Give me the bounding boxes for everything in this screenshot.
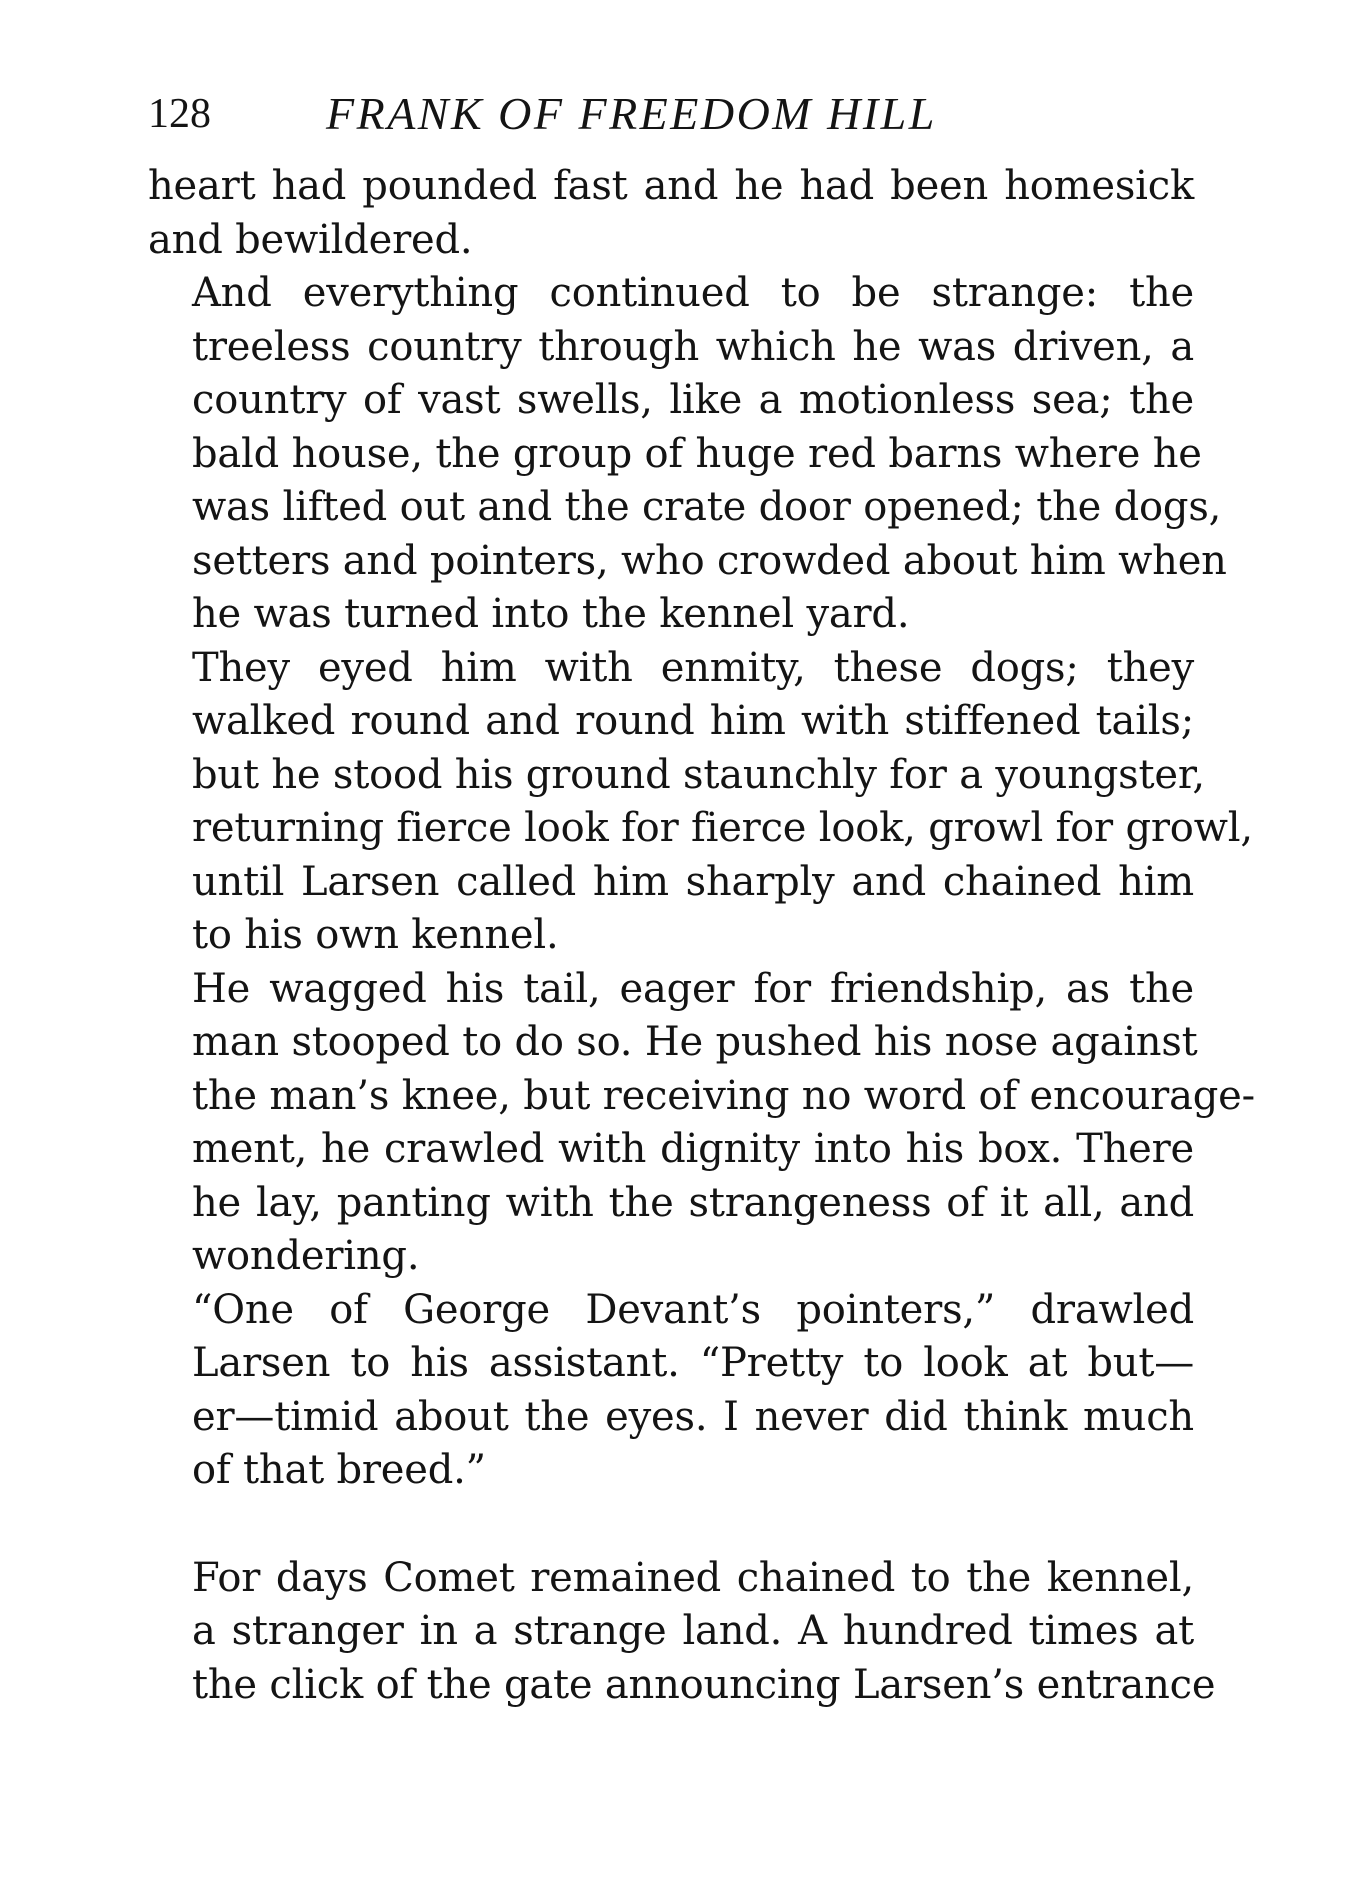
text-line: ment, he crawled with dignity into his box. There: [192, 1126, 1194, 1172]
text-line: heart had pounded fast and he had been homesick: [148, 163, 1194, 209]
page-header: [148, 84, 1208, 144]
text-line: They eyed him with enmity, these dogs; they: [192, 644, 1194, 691]
paragraph: [148, 1552, 1216, 1713]
text-line: and bewildered.: [148, 216, 473, 263]
text-line: the click of the gate announcing Larsen’s entrance: [192, 1661, 1216, 1708]
text-line: he was turned into the kennel yard.: [192, 591, 910, 637]
paragraph: [148, 160, 1194, 267]
paragraph: [148, 642, 1253, 963]
page-number: 128: [148, 91, 211, 137]
text-line: “One of George Devant’s pointers,” drawled: [192, 1286, 1194, 1333]
text-line: walked round and round him with stiffened tails;: [192, 698, 1194, 744]
text-line: country of vast swells, like a motionless sea; the: [192, 377, 1194, 423]
text-line: he lay, panting with the strangeness of it all, and: [192, 1179, 1194, 1226]
text-line: of that breed.”: [192, 1447, 486, 1493]
text-line: to his own kennel.: [192, 912, 559, 958]
text-line: er—timid about the eyes. I never did think much: [192, 1393, 1194, 1440]
text-line: man stooped to do so. He pushed his nose against: [192, 1019, 1198, 1065]
paragraph: [148, 963, 1255, 1284]
body-text: [148, 160, 1255, 1712]
text-line: treeless country through which he was driven, a: [192, 323, 1194, 370]
text-line: a stranger in a strange land. A hundred times at: [192, 1608, 1194, 1654]
text-line: bald house, the group of huge red barns where he: [192, 430, 1202, 477]
text-line: but he stood his ground staunchly for a youngster,: [192, 751, 1205, 798]
section-break: [148, 1498, 1194, 1552]
text-line: setters and pointers, who crowded about him when: [192, 537, 1227, 584]
paragraph: [148, 1284, 1194, 1498]
paragraph: [148, 267, 1227, 642]
text-line: For days Comet remained chained to the kennel,: [192, 1554, 1194, 1601]
text-line: the man’s knee, but receiving no word of encourage-: [192, 1072, 1255, 1119]
text-line: And everything continued to be strange: the: [192, 270, 1194, 316]
text-line: He wagged his tail, eager for friendship, as the: [192, 965, 1194, 1012]
text-line: was lifted out and the crate door opened; the dogs,: [192, 484, 1222, 530]
text-line: Larsen to his assistant. “Pretty to look at but—: [192, 1340, 1194, 1386]
text-line: wondering.: [192, 1233, 420, 1279]
running-title: FRANK OF FREEDOM HILL: [326, 88, 937, 139]
text-line: until Larsen called him sharply and chained him: [192, 858, 1194, 905]
text-line: returning fierce look for fierce look, growl for growl,: [192, 805, 1253, 851]
